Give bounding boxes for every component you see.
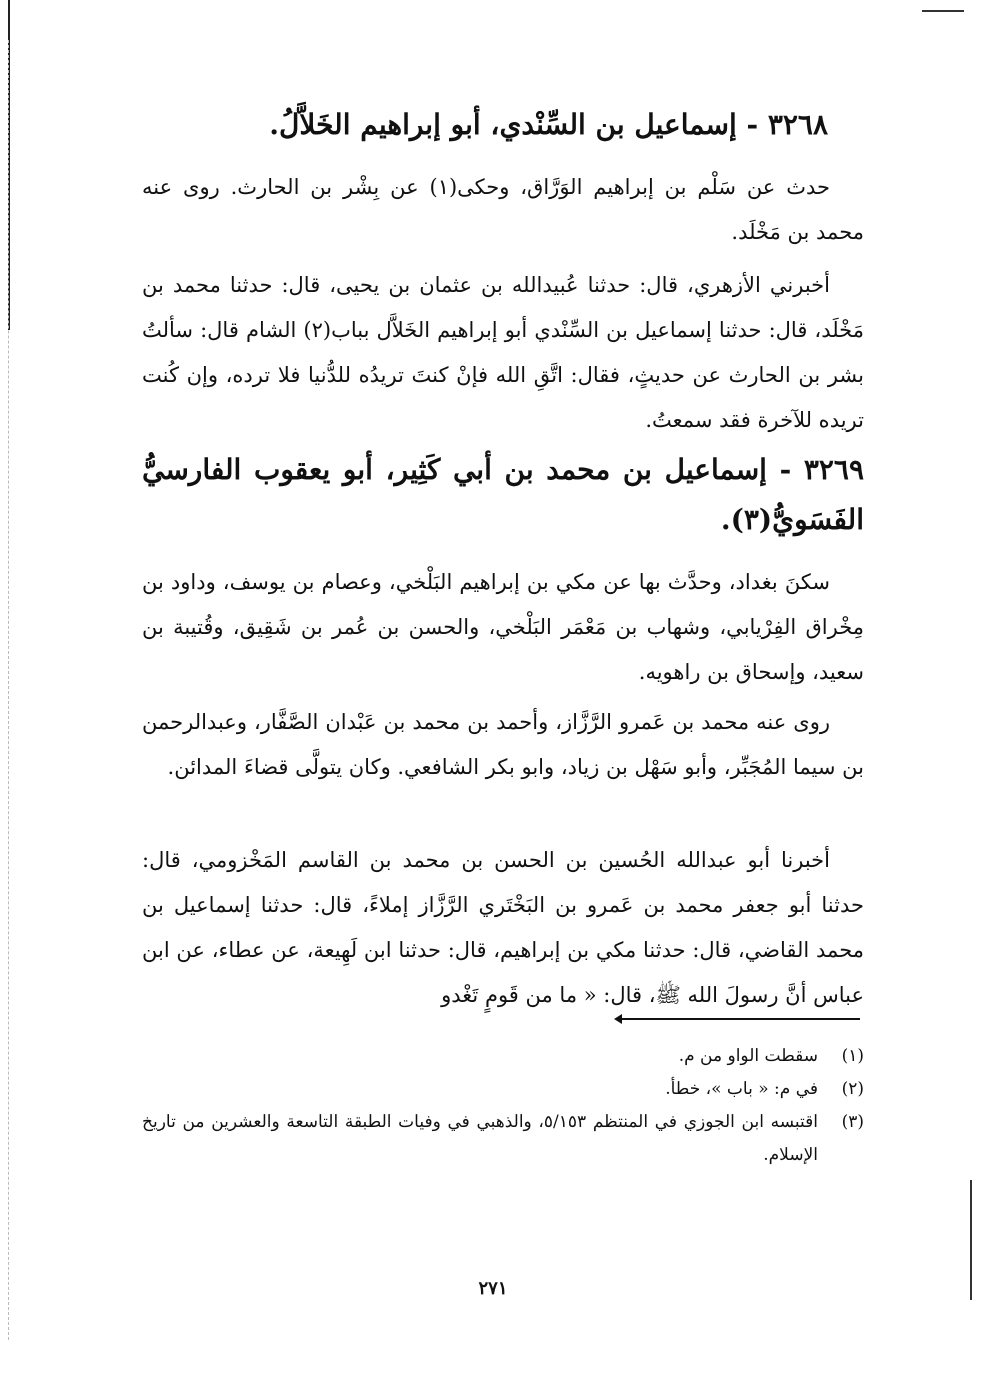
entry-3268-paragraph-1 — [142, 165, 864, 255]
footnote-text: في م: « باب »، خطأ. — [665, 1079, 818, 1099]
paragraph-text: أخبرني الأزهري، قال: حدثنا عُبيدالله بن عثمان بن يحيى، قال: حدثنا محمد بن مَخْلَد، قال: حدثنا إسماعيل بن السِّنْدي أبو إبراهيم الخَلاَّل بباب(٢) الشام قال: سألتُ بشر بن الحارث عن حديثٍ، فقال: اتَّقِ الله فإنْ كنتَ تريدُه للدُّنيا فلا ترده، وإن كُنت تريده للآخرة فقد سمعتُ. — [142, 273, 864, 432]
footnote-item — [142, 1106, 864, 1172]
footnote-number: (٢) — [841, 1079, 864, 1099]
footnote-text: اقتبسه ابن الجوزي في المنتظم ٥/١٥٣، والذهبي في وفيات الطبقة التاسعة والعشرين من تاريخ الإسلام. — [142, 1112, 818, 1165]
paragraph-text: أخبرنا أبو عبدالله الحُسين بن الحسن بن محمد بن القاسم المَخْزومي، قال: حدثنا أبو جعفر محمد بن عَمرو بن البَخْتَري الرَّزَّاز إملاءً، قال: حدثنا إسماعيل بن محمد القاضي، قال: حدثنا مكي بن إبراهيم، قال: حدثنا ابن لَهِيعة، عن عطاء، عن ابن عباس أنَّ رسولَ الله ﷺ، قال: « ما من قَومٍ تَغْدو — [142, 848, 864, 1007]
entry-3269-paragraph-1 — [142, 560, 864, 695]
footnote-number: (١) — [841, 1046, 864, 1066]
footnote-number: (٣) — [841, 1112, 864, 1132]
footnote-separator-arrow — [620, 1018, 860, 1020]
entry-3269-paragraph-2 — [142, 700, 864, 790]
entry-heading-3268: ٣٢٦٨ - إسماعيل بن السِّنْدي، أبو إبراهيم الخَلاَّلُ. — [269, 108, 828, 141]
entry-3269-paragraph-3 — [142, 838, 864, 1018]
entry-heading-3269: ٣٢٦٩ - إسماعيل بن محمد بن أبي كَثِير، أبو يعقوب الفارسيُّ الفَسَويُّ(٣). — [142, 453, 864, 536]
entry-3268-paragraph-2 — [142, 263, 864, 443]
paragraph-text: روى عنه محمد بن عَمرو الرَّزَّاز، وأحمد بن محمد بن عَبْدان الصَّفَّار، وعبدالرحمن بن سيما المُجَبِّر، وأبو سَهْل بن زياد، وابو بكر الشافعي. وكان يتولَّى قضاءَ المدائن. — [142, 710, 864, 779]
page-number: ٢٧١ — [478, 1278, 508, 1299]
paragraph-text: سكنَ بغداد، وحدَّث بها عن مكي بن إبراهيم البَلْخي، وعصام بن يوسف، وداود بن مِخْراق الفِرْيابي، وشهاب بن مَعْمَر البَلْخي، والحسن بن عُمر بن شَقِيق، وقُتيبة بن سعيد، وإسحاق بن راهويه. — [142, 570, 864, 684]
scan-edge-dotted-line — [8, 40, 10, 1340]
footnote-text: سقطت الواو من م. — [678, 1046, 818, 1066]
footnote-item — [142, 1073, 864, 1106]
footnote-item — [142, 1040, 864, 1073]
paragraph-text: حدث عن سَلْم بن إبراهيم الوَرَّاق، وحكى(١) عن بِشْر بن الحارث. روى عنه محمد بن مَخْلَد. — [142, 175, 864, 244]
scan-corner-mark — [922, 10, 964, 12]
footnotes — [142, 1040, 864, 1172]
